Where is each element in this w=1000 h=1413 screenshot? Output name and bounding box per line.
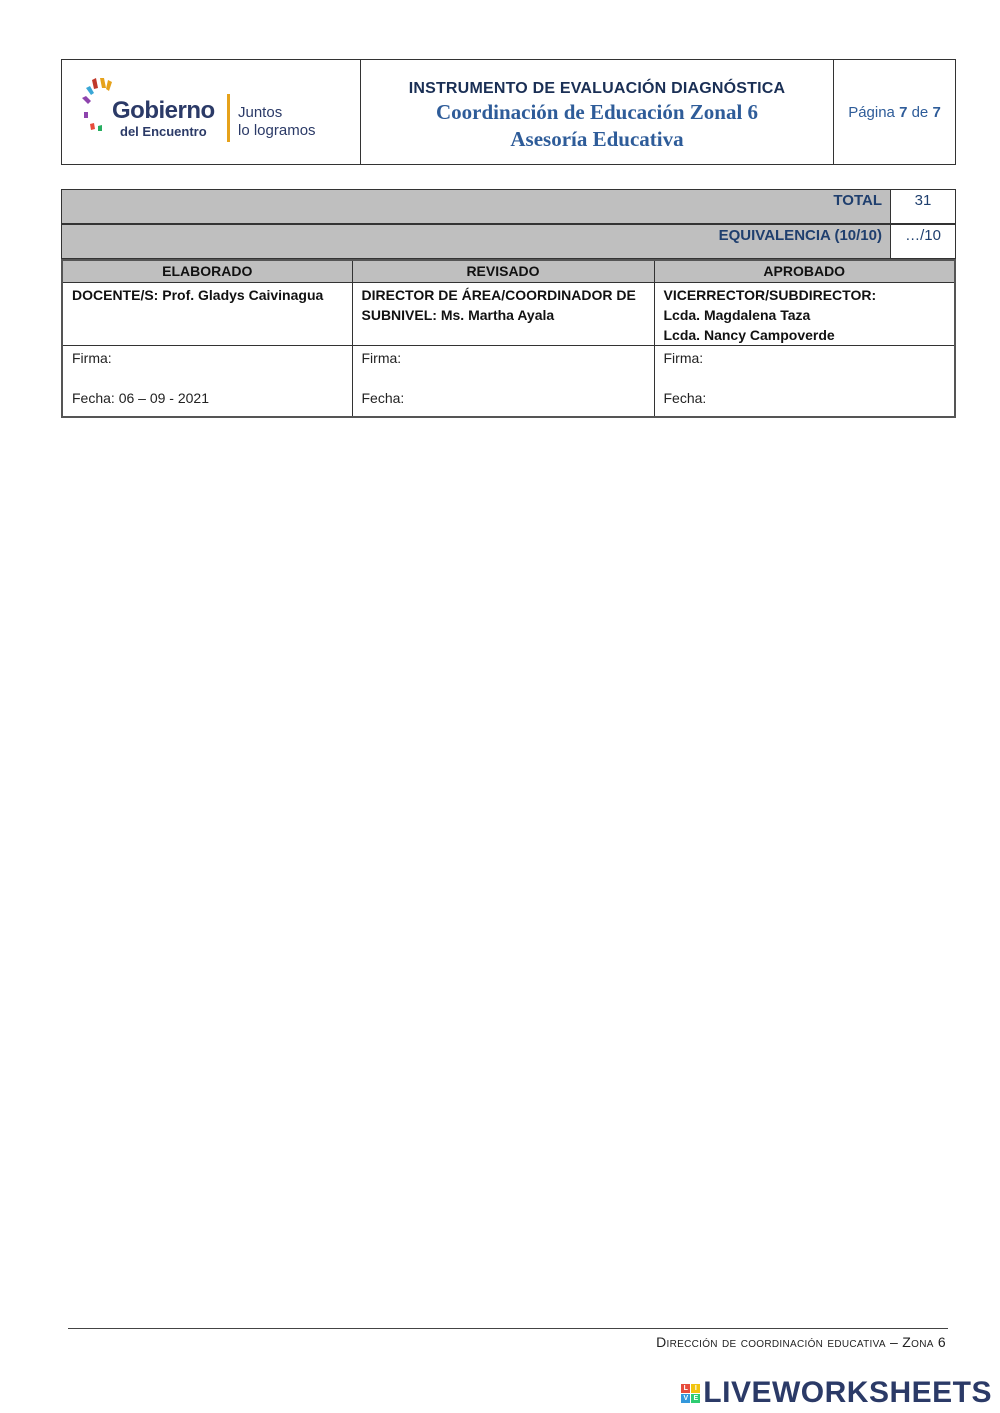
fecha-label: Fecha: — [663, 390, 707, 406]
elaborado-name — [62, 283, 352, 346]
revisado-line: DIRECTOR DE ÁREA/COORDINADOR DE — [361, 287, 636, 303]
logo-brand-sub: del Encuentro — [120, 124, 207, 139]
equivalence-row — [61, 224, 956, 259]
aprobado-line: Lcda. Magdalena Taza — [663, 307, 811, 323]
aprobado-firma-cell — [654, 346, 955, 418]
document-title: INSTRUMENTO DE EVALUACIÓN DIAGNÓSTICA — [408, 80, 786, 97]
liveworksheets-logo-icon — [681, 1384, 700, 1403]
signature-header-row — [62, 260, 955, 283]
firma-label: Firma: — [361, 350, 402, 366]
page-total: 7 — [932, 103, 941, 121]
header-revisado: REVISADO — [352, 260, 654, 283]
logo-slogan-line1: Juntos — [238, 104, 283, 121]
liveworksheets-text: LIVEWORKSHEETS — [703, 1376, 992, 1409]
total-label: TOTAL — [62, 190, 891, 223]
page-number — [834, 60, 955, 164]
badge-letter: E — [691, 1394, 700, 1403]
revisado-line: SUBNIVEL: Ms. Martha Ayala — [361, 307, 555, 323]
firma-label: Firma: — [72, 350, 112, 366]
fecha-label: Fecha: 06 – 09 - 2021 — [72, 390, 209, 406]
equivalence-label: EQUIVALENCIA (10/10) — [62, 225, 891, 258]
footer-rule — [68, 1328, 948, 1329]
total-row — [61, 189, 956, 224]
signature-table — [61, 259, 956, 418]
coordination-title: Coordinación de Educación Zonal 6 — [435, 100, 759, 124]
document-header — [61, 59, 956, 165]
aprobado-line: VICERRECTOR/SUBDIRECTOR: — [663, 287, 877, 303]
footer-text: Dirección de coordinación educativa – Zona 6 — [656, 1334, 946, 1347]
header-title-block — [361, 60, 834, 164]
signature-firma-row — [62, 346, 955, 418]
logo-area — [62, 60, 361, 164]
signature-names-row — [62, 283, 955, 346]
aprobado-line: Lcda. Nancy Campoverde — [663, 327, 835, 343]
revisado-firma-cell — [352, 346, 654, 418]
logo-divider — [227, 94, 230, 142]
aprobado-name — [654, 283, 955, 346]
header-aprobado: APROBADO — [654, 260, 955, 283]
advisory-title: Asesoría Educativa — [510, 127, 684, 151]
equivalence-value[interactable]: …/10 — [905, 227, 941, 244]
elaborado-firma-cell — [62, 346, 352, 418]
badge-letter: L — [681, 1384, 690, 1393]
fecha-label: Fecha: — [361, 390, 405, 406]
page-current: 7 — [899, 103, 908, 121]
liveworksheets-watermark — [681, 1376, 992, 1410]
page-of: de — [911, 103, 929, 121]
badge-letter: V — [681, 1394, 690, 1403]
header-elaborado: ELABORADO — [62, 260, 352, 283]
total-value: 31 — [914, 192, 932, 209]
firma-label: Firma: — [663, 350, 704, 366]
revisado-name — [352, 283, 654, 346]
logo-slogan-line2: lo logramos — [238, 122, 316, 139]
logo-brand-main: Gobierno — [112, 97, 215, 124]
elaborado-line: DOCENTE/S: Prof. Gladys Caivinagua — [72, 287, 324, 303]
badge-letter: I — [691, 1384, 700, 1393]
page-prefix: Página — [848, 103, 895, 121]
